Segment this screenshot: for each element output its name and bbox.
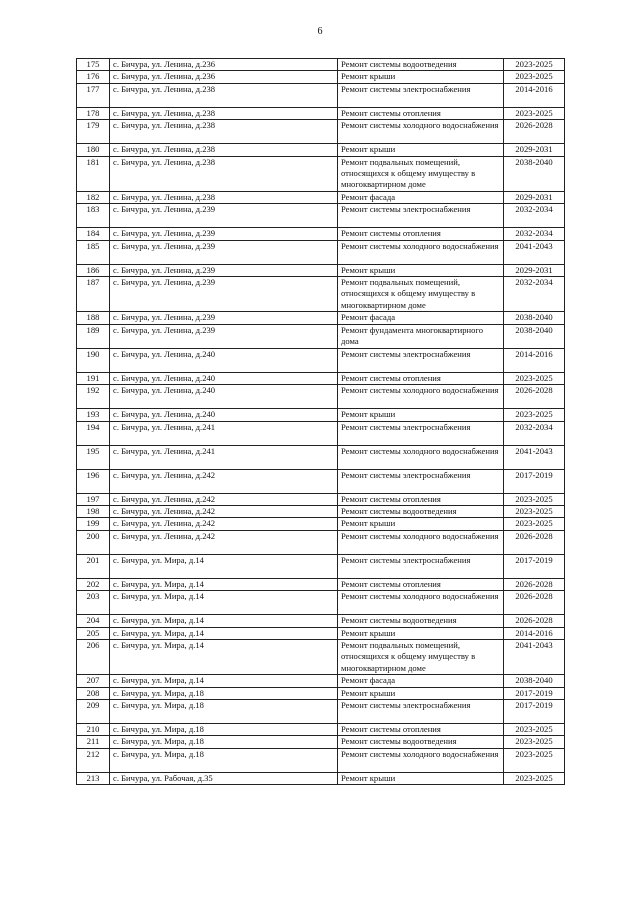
row-number: 197 <box>77 493 110 505</box>
period-cell: 2023-2025 <box>504 493 565 505</box>
address-cell: с. Бичура, ул. Ленина, д.242 <box>110 530 338 554</box>
row-number: 209 <box>77 699 110 723</box>
row-number: 191 <box>77 372 110 384</box>
row-number: 196 <box>77 469 110 493</box>
address-cell: с. Бичура, ул. Ленина, д.239 <box>110 228 338 240</box>
work-type-cell: Ремонт системы электроснабжения <box>338 469 504 493</box>
address-cell: с. Бичура, ул. Рабочая, д.35 <box>110 772 338 784</box>
address-cell: с. Бичура, ул. Ленина, д.242 <box>110 505 338 517</box>
work-type-cell: Ремонт фасада <box>338 191 504 203</box>
period-cell: 2023-2025 <box>504 748 565 772</box>
work-type-cell: Ремонт крыши <box>338 518 504 530</box>
row-number: 179 <box>77 120 110 144</box>
row-number: 199 <box>77 518 110 530</box>
row-number: 206 <box>77 639 110 674</box>
row-number: 185 <box>77 240 110 264</box>
table-row <box>77 71 565 83</box>
period-cell: 2041-2043 <box>504 639 565 674</box>
address-cell: с. Бичура, ул. Мира, д.14 <box>110 554 338 578</box>
work-type-cell: Ремонт подвальных помещений, относящихся к общему имуществу в многоквартирном доме <box>338 156 504 191</box>
period-cell: 2023-2025 <box>504 505 565 517</box>
table-row <box>77 264 565 276</box>
period-cell: 2032-2034 <box>504 421 565 445</box>
work-type-cell: Ремонт системы электроснабжения <box>338 204 504 228</box>
row-number: 189 <box>77 324 110 348</box>
table-row <box>77 277 565 312</box>
row-number: 184 <box>77 228 110 240</box>
work-type-cell: Ремонт системы холодного водоснабжения <box>338 530 504 554</box>
address-cell: с. Бичура, ул. Ленина, д.240 <box>110 385 338 409</box>
table-body <box>77 59 565 785</box>
table-row <box>77 675 565 687</box>
row-number: 187 <box>77 277 110 312</box>
row-number: 205 <box>77 627 110 639</box>
period-cell: 2023-2025 <box>504 409 565 421</box>
address-cell: с. Бичура, ул. Ленина, д.240 <box>110 348 338 372</box>
table-row <box>77 554 565 578</box>
address-cell: с. Бичура, ул. Ленина, д.238 <box>110 156 338 191</box>
period-cell: 2026-2028 <box>504 385 565 409</box>
repair-schedule-table <box>76 58 565 785</box>
table-row <box>77 204 565 228</box>
period-cell: 2017-2019 <box>504 469 565 493</box>
period-cell: 2023-2025 <box>504 372 565 384</box>
period-cell: 2041-2043 <box>504 240 565 264</box>
table-row <box>77 385 565 409</box>
period-cell: 2014-2016 <box>504 627 565 639</box>
row-number: 194 <box>77 421 110 445</box>
address-cell: с. Бичура, ул. Ленина, д.239 <box>110 240 338 264</box>
address-cell: с. Бичура, ул. Ленина, д.236 <box>110 71 338 83</box>
work-type-cell: Ремонт системы водоотведения <box>338 59 504 71</box>
period-cell: 2014-2016 <box>504 83 565 107</box>
table-row <box>77 191 565 203</box>
period-cell: 2023-2025 <box>504 518 565 530</box>
work-type-cell: Ремонт системы электроснабжения <box>338 421 504 445</box>
work-type-cell: Ремонт системы электроснабжения <box>338 83 504 107</box>
row-number: 204 <box>77 615 110 627</box>
row-number: 180 <box>77 144 110 156</box>
table-row <box>77 591 565 615</box>
table-row <box>77 723 565 735</box>
period-cell: 2023-2025 <box>504 59 565 71</box>
row-number: 178 <box>77 107 110 119</box>
row-number: 211 <box>77 736 110 748</box>
table-row <box>77 518 565 530</box>
row-number: 201 <box>77 554 110 578</box>
page-number: 6 <box>317 26 323 37</box>
row-number: 195 <box>77 445 110 469</box>
work-type-cell: Ремонт фасада <box>338 675 504 687</box>
row-number: 181 <box>77 156 110 191</box>
work-type-cell: Ремонт системы отопления <box>338 228 504 240</box>
period-cell: 2029-2031 <box>504 144 565 156</box>
address-cell: с. Бичура, ул. Ленина, д.242 <box>110 493 338 505</box>
address-cell: с. Бичура, ул. Мира, д.18 <box>110 748 338 772</box>
work-type-cell: Ремонт системы отопления <box>338 372 504 384</box>
period-cell: 2032-2034 <box>504 228 565 240</box>
table-row <box>77 156 565 191</box>
period-cell: 2017-2019 <box>504 699 565 723</box>
table-row <box>77 107 565 119</box>
period-cell: 2038-2040 <box>504 312 565 324</box>
table-row <box>77 59 565 71</box>
address-cell: с. Бичура, ул. Мира, д.18 <box>110 736 338 748</box>
table-row <box>77 228 565 240</box>
work-type-cell: Ремонт системы отопления <box>338 578 504 590</box>
address-cell: с. Бичура, ул. Ленина, д.241 <box>110 445 338 469</box>
work-type-cell: Ремонт системы холодного водоснабжения <box>338 591 504 615</box>
row-number: 188 <box>77 312 110 324</box>
work-type-cell: Ремонт системы холодного водоснабжения <box>338 385 504 409</box>
table-row <box>77 736 565 748</box>
table-row <box>77 421 565 445</box>
address-cell: с. Бичура, ул. Мира, д.18 <box>110 687 338 699</box>
period-cell: 2032-2034 <box>504 277 565 312</box>
row-number: 176 <box>77 71 110 83</box>
table-row <box>77 348 565 372</box>
row-number: 202 <box>77 578 110 590</box>
row-number: 200 <box>77 530 110 554</box>
table-row <box>77 530 565 554</box>
work-type-cell: Ремонт системы отопления <box>338 107 504 119</box>
period-cell: 2017-2019 <box>504 554 565 578</box>
work-type-cell: Ремонт системы электроснабжения <box>338 699 504 723</box>
table-row <box>77 639 565 674</box>
table-row <box>77 409 565 421</box>
work-type-cell: Ремонт подвальных помещений, относящихся к общему имуществу в многоквартирном доме <box>338 277 504 312</box>
address-cell: с. Бичура, ул. Ленина, д.239 <box>110 312 338 324</box>
period-cell: 2023-2025 <box>504 736 565 748</box>
address-cell: с. Бичура, ул. Ленина, д.238 <box>110 107 338 119</box>
address-cell: с. Бичура, ул. Ленина, д.239 <box>110 264 338 276</box>
row-number: 192 <box>77 385 110 409</box>
period-cell: 2026-2028 <box>504 530 565 554</box>
work-type-cell: Ремонт системы холодного водоснабжения <box>338 748 504 772</box>
period-cell: 2014-2016 <box>504 348 565 372</box>
period-cell: 2029-2031 <box>504 264 565 276</box>
row-number: 203 <box>77 591 110 615</box>
address-cell: с. Бичура, ул. Ленина, д.236 <box>110 59 338 71</box>
period-cell: 2038-2040 <box>504 156 565 191</box>
work-type-cell: Ремонт подвальных помещений, относящихся к общему имуществу в многоквартирном доме <box>338 639 504 674</box>
row-number: 212 <box>77 748 110 772</box>
address-cell: с. Бичура, ул. Ленина, д.241 <box>110 421 338 445</box>
row-number: 193 <box>77 409 110 421</box>
table-row <box>77 627 565 639</box>
row-number: 175 <box>77 59 110 71</box>
address-cell: с. Бичура, ул. Ленина, д.238 <box>110 83 338 107</box>
row-number: 182 <box>77 191 110 203</box>
address-cell: с. Бичура, ул. Ленина, д.240 <box>110 372 338 384</box>
row-number: 198 <box>77 505 110 517</box>
period-cell: 2038-2040 <box>504 675 565 687</box>
table-row <box>77 324 565 348</box>
work-type-cell: Ремонт системы отопления <box>338 493 504 505</box>
table-row <box>77 699 565 723</box>
work-type-cell: Ремонт фундамента многоквартирного дома <box>338 324 504 348</box>
address-cell: с. Бичура, ул. Мира, д.18 <box>110 699 338 723</box>
period-cell: 2026-2028 <box>504 578 565 590</box>
work-type-cell: Ремонт крыши <box>338 409 504 421</box>
work-type-cell: Ремонт системы электроснабжения <box>338 348 504 372</box>
period-cell: 2023-2025 <box>504 107 565 119</box>
period-cell: 2026-2028 <box>504 615 565 627</box>
table-row <box>77 505 565 517</box>
period-cell: 2041-2043 <box>504 445 565 469</box>
period-cell: 2032-2034 <box>504 204 565 228</box>
work-type-cell: Ремонт системы холодного водоснабжения <box>338 240 504 264</box>
work-type-cell: Ремонт крыши <box>338 687 504 699</box>
table-row <box>77 748 565 772</box>
work-type-cell: Ремонт крыши <box>338 264 504 276</box>
table-row <box>77 493 565 505</box>
period-cell: 2023-2025 <box>504 71 565 83</box>
address-cell: с. Бичура, ул. Мира, д.14 <box>110 639 338 674</box>
address-cell: с. Бичура, ул. Ленина, д.238 <box>110 144 338 156</box>
table-row <box>77 144 565 156</box>
table-row <box>77 312 565 324</box>
table-row <box>77 240 565 264</box>
work-type-cell: Ремонт системы холодного водоснабжения <box>338 445 504 469</box>
period-cell: 2029-2031 <box>504 191 565 203</box>
table-row <box>77 83 565 107</box>
work-type-cell: Ремонт системы водоотведения <box>338 505 504 517</box>
table-row <box>77 372 565 384</box>
row-number: 186 <box>77 264 110 276</box>
work-type-cell: Ремонт системы отопления <box>338 723 504 735</box>
row-number: 183 <box>77 204 110 228</box>
table-row <box>77 578 565 590</box>
period-cell: 2026-2028 <box>504 591 565 615</box>
address-cell: с. Бичура, ул. Мира, д.14 <box>110 675 338 687</box>
row-number: 210 <box>77 723 110 735</box>
table-row <box>77 615 565 627</box>
row-number: 207 <box>77 675 110 687</box>
table-row <box>77 687 565 699</box>
address-cell: с. Бичура, ул. Ленина, д.239 <box>110 324 338 348</box>
address-cell: с. Бичура, ул. Ленина, д.242 <box>110 518 338 530</box>
table-row <box>77 772 565 784</box>
row-number: 213 <box>77 772 110 784</box>
work-type-cell: Ремонт системы водоотведения <box>338 736 504 748</box>
address-cell: с. Бичура, ул. Ленина, д.238 <box>110 191 338 203</box>
table-row <box>77 469 565 493</box>
address-cell: с. Бичура, ул. Ленина, д.238 <box>110 120 338 144</box>
address-cell: с. Бичура, ул. Мира, д.14 <box>110 627 338 639</box>
table-row <box>77 445 565 469</box>
address-cell: с. Бичура, ул. Ленина, д.242 <box>110 469 338 493</box>
address-cell: с. Бичура, ул. Мира, д.18 <box>110 723 338 735</box>
address-cell: с. Бичура, ул. Мира, д.14 <box>110 591 338 615</box>
period-cell: 2023-2025 <box>504 723 565 735</box>
period-cell: 2017-2019 <box>504 687 565 699</box>
work-type-cell: Ремонт крыши <box>338 772 504 784</box>
table-row <box>77 120 565 144</box>
period-cell: 2023-2025 <box>504 772 565 784</box>
address-cell: с. Бичура, ул. Ленина, д.240 <box>110 409 338 421</box>
work-type-cell: Ремонт системы холодного водоснабжения <box>338 120 504 144</box>
address-cell: с. Бичура, ул. Ленина, д.239 <box>110 277 338 312</box>
work-type-cell: Ремонт крыши <box>338 627 504 639</box>
row-number: 190 <box>77 348 110 372</box>
work-type-cell: Ремонт системы электроснабжения <box>338 554 504 578</box>
work-type-cell: Ремонт крыши <box>338 144 504 156</box>
period-cell: 2038-2040 <box>504 324 565 348</box>
work-type-cell: Ремонт фасада <box>338 312 504 324</box>
address-cell: с. Бичура, ул. Мира, д.14 <box>110 615 338 627</box>
work-type-cell: Ремонт системы водоотведения <box>338 615 504 627</box>
row-number: 177 <box>77 83 110 107</box>
row-number: 208 <box>77 687 110 699</box>
address-cell: с. Бичура, ул. Ленина, д.239 <box>110 204 338 228</box>
period-cell: 2026-2028 <box>504 120 565 144</box>
work-type-cell: Ремонт крыши <box>338 71 504 83</box>
address-cell: с. Бичура, ул. Мира, д.14 <box>110 578 338 590</box>
